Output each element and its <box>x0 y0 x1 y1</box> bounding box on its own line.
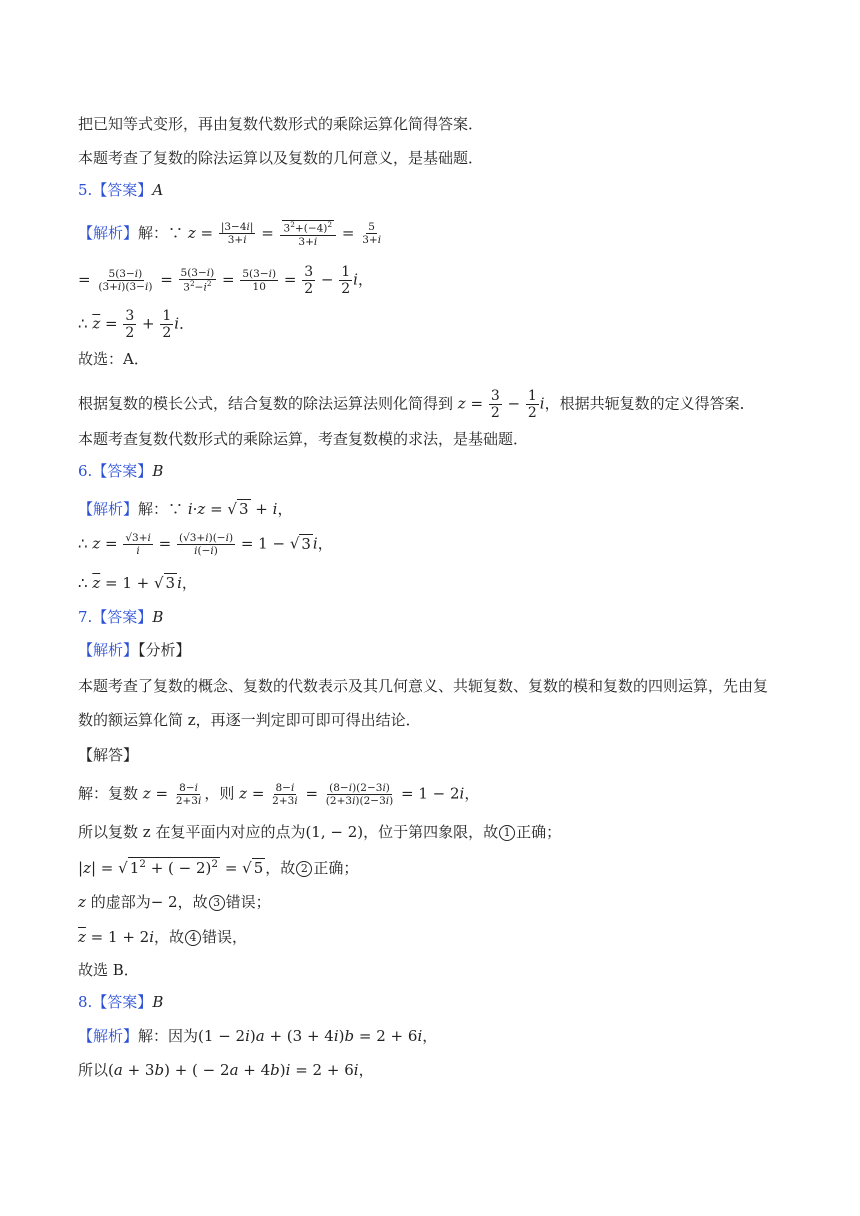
q7-step-3-text-c: 正确； <box>313 859 359 877</box>
q7-answer: B <box>152 608 164 626</box>
q6-solution-line-1: 【解析】解：∵ i·z = √ 3 + i， <box>78 500 293 518</box>
q5-answer-label: 5.【答案】 <box>78 181 153 199</box>
q6-solution-line-2: ∴ z = $\frac{√3+i}{i}$ = $\frac{(√3+i)(-i)}{i(-i)}$ = 1 − √ 3 i， <box>78 532 333 558</box>
circled-2: 2 <box>296 861 312 877</box>
q6-heading <box>78 462 163 480</box>
q7-jieda: 【解答】 <box>78 746 139 764</box>
circled-1: 1 <box>499 825 515 841</box>
q8-answer: B <box>152 993 164 1011</box>
q5-solution-line-2: = $\frac{5(3-i)}{(3+i)(3-i)}$ = $\frac{5(3-i)}{3^2-i^2}$ = $\frac{5(3-i)}{10}$ = $\frac{3}{2}$ − $\frac{1}{2}$ i， <box>78 264 373 298</box>
q7-step-2: 所以复数 z 在复平面内对应的点为(1, − 2)，位于第四象限，故 1 正确； <box>78 823 562 841</box>
q8-analysis-tag: 【解析】 <box>78 1027 139 1045</box>
q7-step-1-text-b: ，则 <box>204 784 235 803</box>
q7-step-5: $\overline{z} = 1 + 2i$，故 4 错误， <box>78 928 248 946</box>
q6-conjugate: ∴ $\overline{z} = 1$ + √ 3 i， <box>78 574 197 592</box>
q7-answer-label: 7.【答案】 <box>78 608 153 626</box>
q5-solution-line-1: 【解析】解：∵ z = $\frac{|3-4i|}{3+i}$ = $\frac{3^2+(-4)^2}{3+i}$ = $\frac{5}{3+i}$ <box>78 220 382 248</box>
q7-step-2-text-c: 正确； <box>516 823 562 841</box>
q5-summary: 本题考查复数代数形式的乘除运算，考查复数模的求法，是基础题． <box>78 430 529 448</box>
q5-analysis-tag: 【解析】 <box>78 223 139 242</box>
q7-step-4-text-b: ，故 <box>177 893 208 911</box>
q8-jie: 解：因为 <box>138 1027 199 1045</box>
q8-suoyi: 所以 <box>78 1061 109 1079</box>
q7-analysis-header <box>78 641 191 659</box>
q6-jie: 解：∵ <box>138 500 184 518</box>
q7-analysis-line-1: 本题考查了复数的概念、复数的代数表示及其几何意义、共轭复数、复数的模和复数的四则运算，先由复 <box>78 677 769 695</box>
q6-answer-label: 6.【答案】 <box>78 462 153 480</box>
q5-note-end: ，根据共轭复数的定义得答案． <box>544 394 755 413</box>
q7-analysis-line-2: 数的额运算化简 z，再逐一判定即可即可得出结论． <box>78 711 421 729</box>
q5-jie: 解：∵ <box>138 223 184 242</box>
q5-conjugate: ∴ $\overline{z}$ = $\frac{3}{2}$ + $\frac{1}{2}$ i． <box>78 308 195 342</box>
q7-step-3: |z| = √ $1^2$ + ( − 2)$^2$ = √ 5 ，故 2 正确； <box>78 858 359 877</box>
q6-analysis-tag: 【解析】 <box>78 500 139 518</box>
q5-note: 根据复数的模长公式，结合复数的除法运算法则化简得到 z = $\frac{3}{2}$ − $\frac{1}{2}$ i，根据共轭复数的定义得答案． <box>78 388 755 422</box>
q7-step-4-text-a: 的虚部为 <box>90 893 151 911</box>
q7-step-5-text-c: 错误， <box>202 928 248 946</box>
q6-answer: B <box>152 462 164 480</box>
q5-answer: A <box>152 181 164 199</box>
intro-line-2: 本题考查了复数的除法运算以及复数的几何意义，是基础题． <box>78 149 484 167</box>
q8-solution-line-1: 【解析】解：因为(1 − 2i)a + (3 + 4i)b = 2 + 6i， <box>78 1027 438 1045</box>
q7-step-2-text-a: 所以复数 z 在复平面内对应的点为 <box>78 823 306 841</box>
intro-line-1: 把已知等式变形，再由复数代数形式的乘除运算化简得答案． <box>78 115 484 133</box>
q7-step-4: z 的虚部为− 2，故 3 错误； <box>78 893 271 911</box>
circled-4: 4 <box>185 930 201 946</box>
q7-heading <box>78 608 163 626</box>
q7-step-5-text-b: ，故 <box>154 928 185 946</box>
q7-step-3-text-b: ，故 <box>265 859 296 877</box>
q8-solution-line-2: 所以(a + 3b) + ( − 2a + 4b)i = 2 + 6i， <box>78 1061 374 1079</box>
q7-analysis-tag: 【解析】 <box>78 641 139 659</box>
q7-step-2-text-b: ，位于第四象限，故 <box>363 823 499 841</box>
q7-step-4-text-c: 错误； <box>225 893 271 911</box>
q7-step-1-text-a: 解：复数 <box>78 784 139 803</box>
circled-3: 3 <box>209 895 225 911</box>
q7-choice: 故选 B． <box>78 961 139 979</box>
q7-fenxi: 【分析】 <box>138 641 191 659</box>
q5-choice: 故选：A． <box>78 350 149 368</box>
q7-step-1: 解：复数 z = $\frac{8-i}{2+3i}$ ，则 z = $\frac{8-i}{2+3i}$ = $\frac{(8-i)(2-3i)}{(2+3i)(2-3i)}$ = 1 − 2i， <box>78 782 480 808</box>
q8-heading <box>78 993 163 1011</box>
q5-note-text: 根据复数的模长公式，结合复数的除法运算法则化简得到 <box>78 394 454 413</box>
q8-answer-label: 8.【答案】 <box>78 993 153 1011</box>
q5-heading <box>78 181 163 199</box>
